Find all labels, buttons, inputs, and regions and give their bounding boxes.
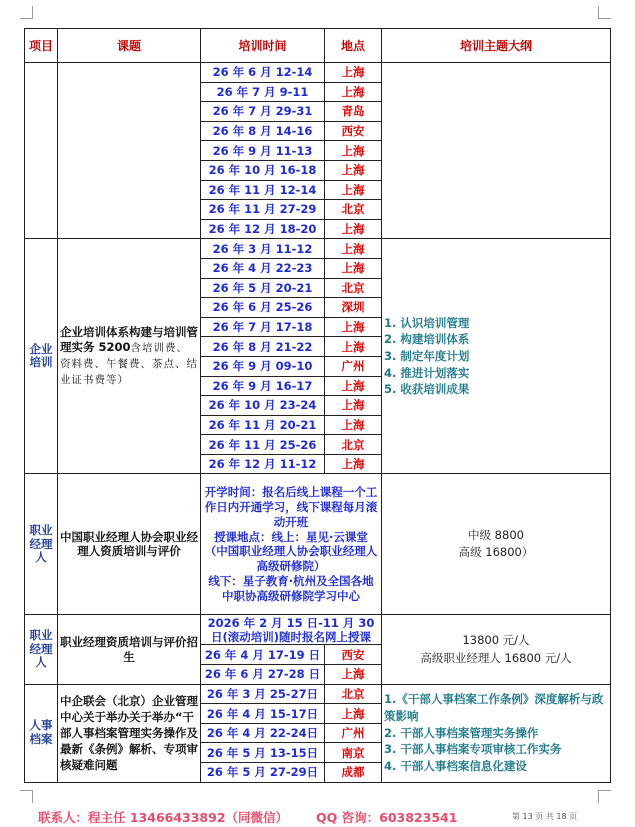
city-cell: 上海 bbox=[325, 82, 382, 102]
city-cell: 西安 bbox=[325, 645, 382, 665]
date-cell: 26 年 3 月 25-27日 bbox=[201, 684, 325, 704]
city-cell: 上海 bbox=[325, 454, 382, 474]
date-cell: 26 年 5 月 13-15日 bbox=[201, 743, 325, 763]
city-cell: 上海 bbox=[325, 415, 382, 435]
block2-project-cell: 企业培训 bbox=[25, 239, 58, 474]
block3-course-cell: 中国职业经理人协会职业经理人资质培训与评价 bbox=[58, 474, 201, 615]
header-outline: 培训主题大纲 bbox=[382, 29, 611, 63]
city-cell: 青岛 bbox=[325, 102, 382, 122]
table-row bbox=[25, 239, 611, 259]
block1-project-cell bbox=[25, 63, 58, 239]
header-location: 地点 bbox=[325, 29, 382, 63]
city-cell: 上海 bbox=[325, 239, 382, 259]
block4-course-cell: 职业经理资质培训与评价招生 bbox=[58, 615, 201, 684]
block1-course-cell bbox=[58, 63, 201, 239]
page-number: 第 13 页 共 18 页 bbox=[512, 812, 578, 821]
date-cell: 26 年 7 月 9-11 bbox=[201, 82, 325, 102]
table-row bbox=[25, 615, 611, 645]
outline-item: 5. 收获培训成果 bbox=[384, 382, 470, 397]
date-cell: 26 年 6 月 12-14 bbox=[201, 63, 325, 83]
price-senior: 高级职业经理人 16800 元/人 bbox=[420, 650, 572, 665]
outline-item: 3. 干部人事档案专项审核工作实务 bbox=[384, 742, 562, 757]
city-cell: 北京 bbox=[325, 278, 382, 298]
date-cell: 26 年 5 月 20-21 bbox=[201, 278, 325, 298]
date-cell: 26 年 4 月 17-19 日 bbox=[201, 645, 325, 665]
date-cell: 26 年 11 月 12-14 bbox=[201, 180, 325, 200]
date-cell: 26 年 9 月 16-17 bbox=[201, 376, 325, 396]
city-cell: 上海 bbox=[325, 665, 382, 685]
city-cell: 上海 bbox=[325, 376, 382, 396]
date-cell: 26 年 4 月 15-17日 bbox=[201, 704, 325, 724]
header-project: 项目 bbox=[25, 29, 58, 63]
outline-item: 3. 制定年度计划 bbox=[384, 349, 470, 364]
city-cell: 上海 bbox=[325, 219, 382, 239]
date-cell: 26 年 8 月 21-22 bbox=[201, 337, 325, 357]
qq-text: QQ 咨询：603823541 bbox=[316, 810, 458, 825]
block5-project-cell: 人事档案 bbox=[25, 684, 58, 782]
outline-item: 2. 构建培训体系 bbox=[384, 332, 470, 347]
city-cell: 上海 bbox=[325, 63, 382, 83]
city-cell: 上海 bbox=[325, 141, 382, 161]
table-row bbox=[25, 684, 611, 704]
block5-outline-cell bbox=[382, 684, 611, 782]
crop-mark-top-right bbox=[598, 6, 611, 19]
block3-project-cell: 职业经理人 bbox=[25, 474, 58, 615]
date-cell: 26 年 6 月 25-26 bbox=[201, 298, 325, 318]
block1-outline-cell bbox=[382, 63, 611, 239]
table-row bbox=[25, 474, 611, 615]
city-cell: 北京 bbox=[325, 200, 382, 220]
city-cell: 上海 bbox=[325, 317, 382, 337]
block4-price-cell bbox=[382, 615, 611, 684]
header-course: 课题 bbox=[58, 29, 201, 63]
online-schedule-cell: 2026 年 2 月 15 日-11 月 30 日(滚动培训)随时报名网上授课 bbox=[201, 615, 382, 645]
city-cell: 深圳 bbox=[325, 298, 382, 318]
date-cell: 26 年 3 月 11-12 bbox=[201, 239, 325, 259]
block3-info-cell bbox=[201, 474, 382, 615]
city-cell: 上海 bbox=[325, 396, 382, 416]
contact-text: 联系人：程主任 13466433892（同微信） bbox=[38, 810, 289, 825]
date-cell: 26 年 4 月 22-24日 bbox=[201, 723, 325, 743]
outline-item: 1. 认识培训管理 bbox=[384, 315, 470, 330]
city-cell: 上海 bbox=[325, 180, 382, 200]
date-cell: 26 年 10 月 23-24 bbox=[201, 396, 325, 416]
header-time: 培训时间 bbox=[201, 29, 325, 63]
city-cell: 上海 bbox=[325, 337, 382, 357]
date-cell: 26 年 11 月 20-21 bbox=[201, 415, 325, 435]
crop-mark-top-left bbox=[20, 6, 33, 19]
price-high: 高级 16800） bbox=[458, 545, 534, 560]
block4-project-cell: 职业经理人 bbox=[25, 615, 58, 684]
date-cell: 26 年 12 月 18-20 bbox=[201, 219, 325, 239]
date-cell: 26 年 7 月 17-18 bbox=[201, 317, 325, 337]
city-cell: 上海 bbox=[325, 258, 382, 278]
city-cell: 北京 bbox=[325, 684, 382, 704]
city-cell: 上海 bbox=[325, 704, 382, 724]
start-time-text: 开学时间：报名后线上课程一个工作日内开通学习，线下课程每月滚动开班 bbox=[204, 484, 378, 529]
crop-mark-bottom-right bbox=[598, 790, 611, 803]
price-mid: 中级 8800 bbox=[468, 528, 524, 543]
outline-item: 4. 推进计划落实 bbox=[384, 365, 470, 380]
crop-mark-bottom-left bbox=[20, 790, 33, 803]
date-cell: 26 年 7 月 29-31 bbox=[201, 102, 325, 122]
city-cell: 广州 bbox=[325, 356, 382, 376]
city-cell: 成都 bbox=[325, 763, 382, 783]
date-cell: 26 年 9 月 09-10 bbox=[201, 356, 325, 376]
block5-course-cell: 中企联会（北京）企业管理中心关于举办关于举办“干部人事档案管理实务操作及最新《条例》解析、专项审核疑难问题 bbox=[58, 684, 201, 782]
city-cell: 上海 bbox=[325, 160, 382, 180]
city-cell: 广州 bbox=[325, 723, 382, 743]
block3-price-cell bbox=[382, 474, 611, 615]
table-row bbox=[25, 63, 611, 83]
block2-outline-cell bbox=[382, 239, 611, 474]
date-cell: 26 年 5 月 27-29日 bbox=[201, 763, 325, 783]
outline-item: 2. 干部人事档案管理实务操作 bbox=[384, 725, 539, 740]
date-cell: 26 年 12 月 11-12 bbox=[201, 454, 325, 474]
header-row bbox=[25, 29, 611, 63]
price-standard: 13800 元/人 bbox=[462, 633, 530, 648]
date-cell: 26 年 11 月 25-26 bbox=[201, 435, 325, 455]
date-cell: 26 年 9 月 11-13 bbox=[201, 141, 325, 161]
outline-item: 1.《干部人事档案工作条例》深度解析与政策影响 bbox=[384, 692, 604, 724]
city-cell: 北京 bbox=[325, 435, 382, 455]
footer-contact bbox=[38, 808, 457, 826]
offline-text: 线下：星子教育·杭州及全国各地中职协高级研修院学习中心 bbox=[208, 574, 374, 604]
date-cell: 26 年 8 月 14-16 bbox=[201, 121, 325, 141]
date-cell: 26 年 10 月 16-18 bbox=[201, 160, 325, 180]
city-cell: 南京 bbox=[325, 743, 382, 763]
date-cell: 26 年 11 月 27-29 bbox=[201, 200, 325, 220]
training-schedule-table bbox=[24, 28, 611, 783]
date-cell: 26 年 4 月 22-23 bbox=[201, 258, 325, 278]
date-cell: 26 年 6 月 27-28 日 bbox=[201, 665, 325, 685]
venue-text: 授课地点：线上：星见·云课堂（中国职业经理人协会职业经理人高级研修院） bbox=[204, 529, 378, 574]
city-cell: 西安 bbox=[325, 121, 382, 141]
outline-item: 4. 干部人事档案信息化建设 bbox=[384, 759, 527, 774]
block2-course-cell bbox=[58, 239, 201, 474]
block2-course-title: 企业培训体系构建与培训管理实务 5200 bbox=[60, 325, 198, 355]
block2-course-note: 含培训费、资料费、午餐费、茶点、结业证书费等） bbox=[60, 342, 198, 386]
